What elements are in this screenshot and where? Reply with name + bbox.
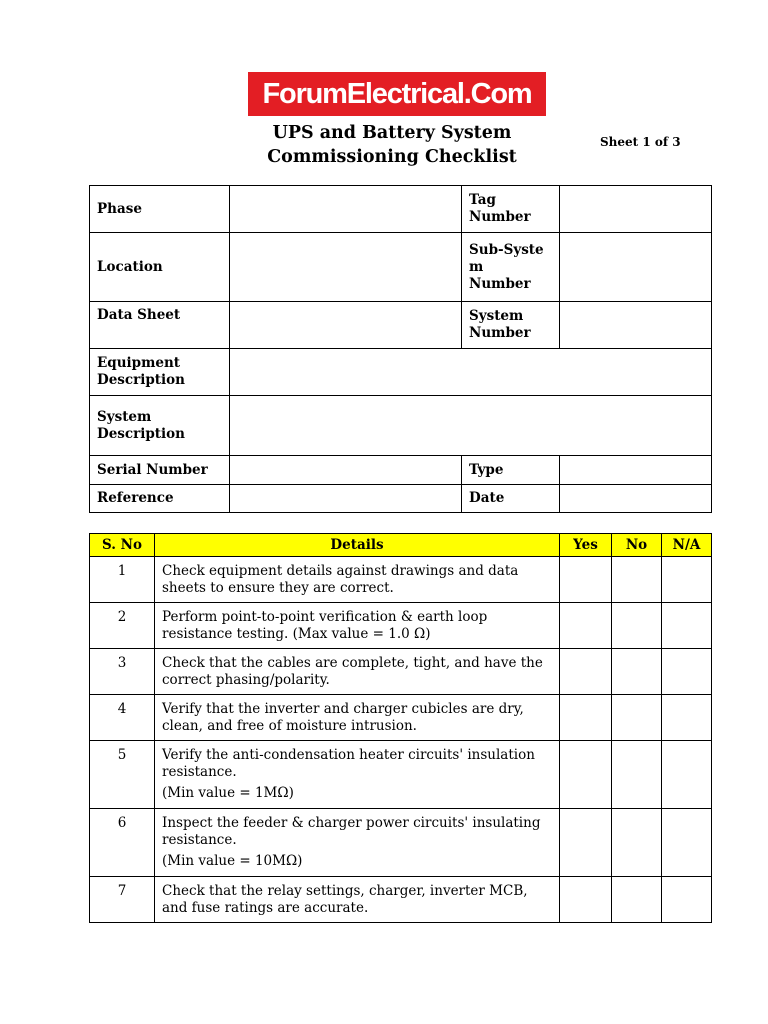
na-cell[interactable] (662, 877, 712, 923)
no-cell[interactable] (612, 603, 662, 649)
sub-system-number-label (462, 233, 560, 302)
location-label: Location (90, 233, 230, 302)
type-label: Type (462, 456, 560, 485)
system-number-label: System Number (462, 302, 560, 349)
header-yes: Yes (560, 534, 612, 557)
header-sno: S. No (90, 534, 155, 557)
info-row-location (90, 233, 712, 302)
data-sheet-value-cell[interactable] (230, 302, 462, 349)
system-description-label: System Description (90, 396, 230, 456)
data-sheet-label: Data Sheet (90, 302, 230, 349)
row-number: 7 (90, 877, 155, 923)
row-details-text: Perform point-to-point verification & earth loop resistance testing. (Max value = 1.0 Ω) (162, 609, 488, 642)
table-row (90, 809, 712, 877)
info-row-serial-number (90, 456, 712, 485)
table-row (90, 557, 712, 603)
header-no: No (612, 534, 662, 557)
title-line-1: UPS and Battery System (272, 123, 512, 143)
info-row-equipment-description (90, 349, 712, 396)
info-row-phase (90, 186, 712, 233)
yes-cell[interactable] (560, 809, 612, 877)
checklist-header-row (90, 534, 712, 557)
row-details (155, 695, 560, 741)
info-row-reference (90, 485, 712, 513)
date-value-cell[interactable] (560, 485, 712, 513)
date-label: Date (462, 485, 560, 513)
no-cell[interactable] (612, 695, 662, 741)
row-details (155, 649, 560, 695)
header-details: Details (155, 534, 560, 557)
yes-cell[interactable] (560, 695, 612, 741)
phase-label: Phase (90, 186, 230, 233)
sub-system-line-3: Number (469, 275, 531, 292)
table-row (90, 649, 712, 695)
row-details-text: Inspect the feeder & charger power circuits' insulating resistance. (162, 815, 541, 848)
row-details (155, 741, 560, 809)
page-title (240, 121, 544, 169)
yes-cell[interactable] (560, 603, 612, 649)
phase-value-cell[interactable] (230, 186, 462, 233)
row-number: 6 (90, 809, 155, 877)
row-details-text: Verify that the inverter and charger cubicles are dry, clean, and free of moisture intrusion. (162, 701, 524, 734)
yes-cell[interactable] (560, 649, 612, 695)
na-cell[interactable] (662, 809, 712, 877)
row-details-note: (Min value = 1MΩ) (162, 785, 294, 801)
na-cell[interactable] (662, 603, 712, 649)
row-number: 1 (90, 557, 155, 603)
yes-cell[interactable] (560, 877, 612, 923)
row-details-text: Check that the relay settings, charger, inverter MCB, and fuse ratings are accurate. (162, 883, 528, 916)
no-cell[interactable] (612, 649, 662, 695)
sheet-number: Sheet 1 of 3 (600, 135, 681, 149)
na-cell[interactable] (662, 557, 712, 603)
reference-value-cell[interactable] (230, 485, 462, 513)
checklist-table (89, 533, 712, 923)
yes-cell[interactable] (560, 741, 612, 809)
row-details-note: (Min value = 10MΩ) (162, 853, 303, 869)
no-cell[interactable] (612, 741, 662, 809)
forumelectrical-logo: ForumElectrical.Com (248, 72, 546, 116)
type-value-cell[interactable] (560, 456, 712, 485)
header-na: N/A (662, 534, 712, 557)
sub-system-line-2: m (469, 258, 484, 275)
tag-number-label: Tag Number (462, 186, 560, 233)
no-cell[interactable] (612, 809, 662, 877)
equipment-description-label: Equipment Description (90, 349, 230, 396)
system-description-value-cell[interactable] (230, 396, 712, 456)
row-details (155, 809, 560, 877)
table-row (90, 741, 712, 809)
title-line-2: Commissioning Checklist (267, 147, 517, 167)
serial-number-value-cell[interactable] (230, 456, 462, 485)
table-row (90, 695, 712, 741)
table-row (90, 603, 712, 649)
row-details (155, 557, 560, 603)
row-number: 2 (90, 603, 155, 649)
sub-system-line-1: Sub-Syste (469, 241, 544, 258)
no-cell[interactable] (612, 557, 662, 603)
location-value-cell[interactable] (230, 233, 462, 302)
na-cell[interactable] (662, 695, 712, 741)
equipment-description-value-cell[interactable] (230, 349, 712, 396)
na-cell[interactable] (662, 649, 712, 695)
na-cell[interactable] (662, 741, 712, 809)
no-cell[interactable] (612, 877, 662, 923)
row-details-text: Check equipment details against drawings and data sheets to ensure they are correct. (162, 563, 519, 596)
table-row (90, 877, 712, 923)
row-details (155, 603, 560, 649)
row-details-text: Check that the cables are complete, tight, and have the correct phasing/polarity. (162, 655, 543, 688)
info-row-system-description (90, 396, 712, 456)
equipment-info-table (89, 185, 712, 513)
row-details-text: Verify the anti-condensation heater circuits' insulation resistance. (162, 747, 535, 780)
reference-label: Reference (90, 485, 230, 513)
yes-cell[interactable] (560, 557, 612, 603)
info-row-data-sheet (90, 302, 712, 349)
row-details (155, 877, 560, 923)
row-number: 4 (90, 695, 155, 741)
system-number-value-cell[interactable] (560, 302, 712, 349)
tag-number-value-cell[interactable] (560, 186, 712, 233)
serial-number-label: Serial Number (90, 456, 230, 485)
sub-system-number-value-cell[interactable] (560, 233, 712, 302)
row-number: 5 (90, 741, 155, 809)
row-number: 3 (90, 649, 155, 695)
